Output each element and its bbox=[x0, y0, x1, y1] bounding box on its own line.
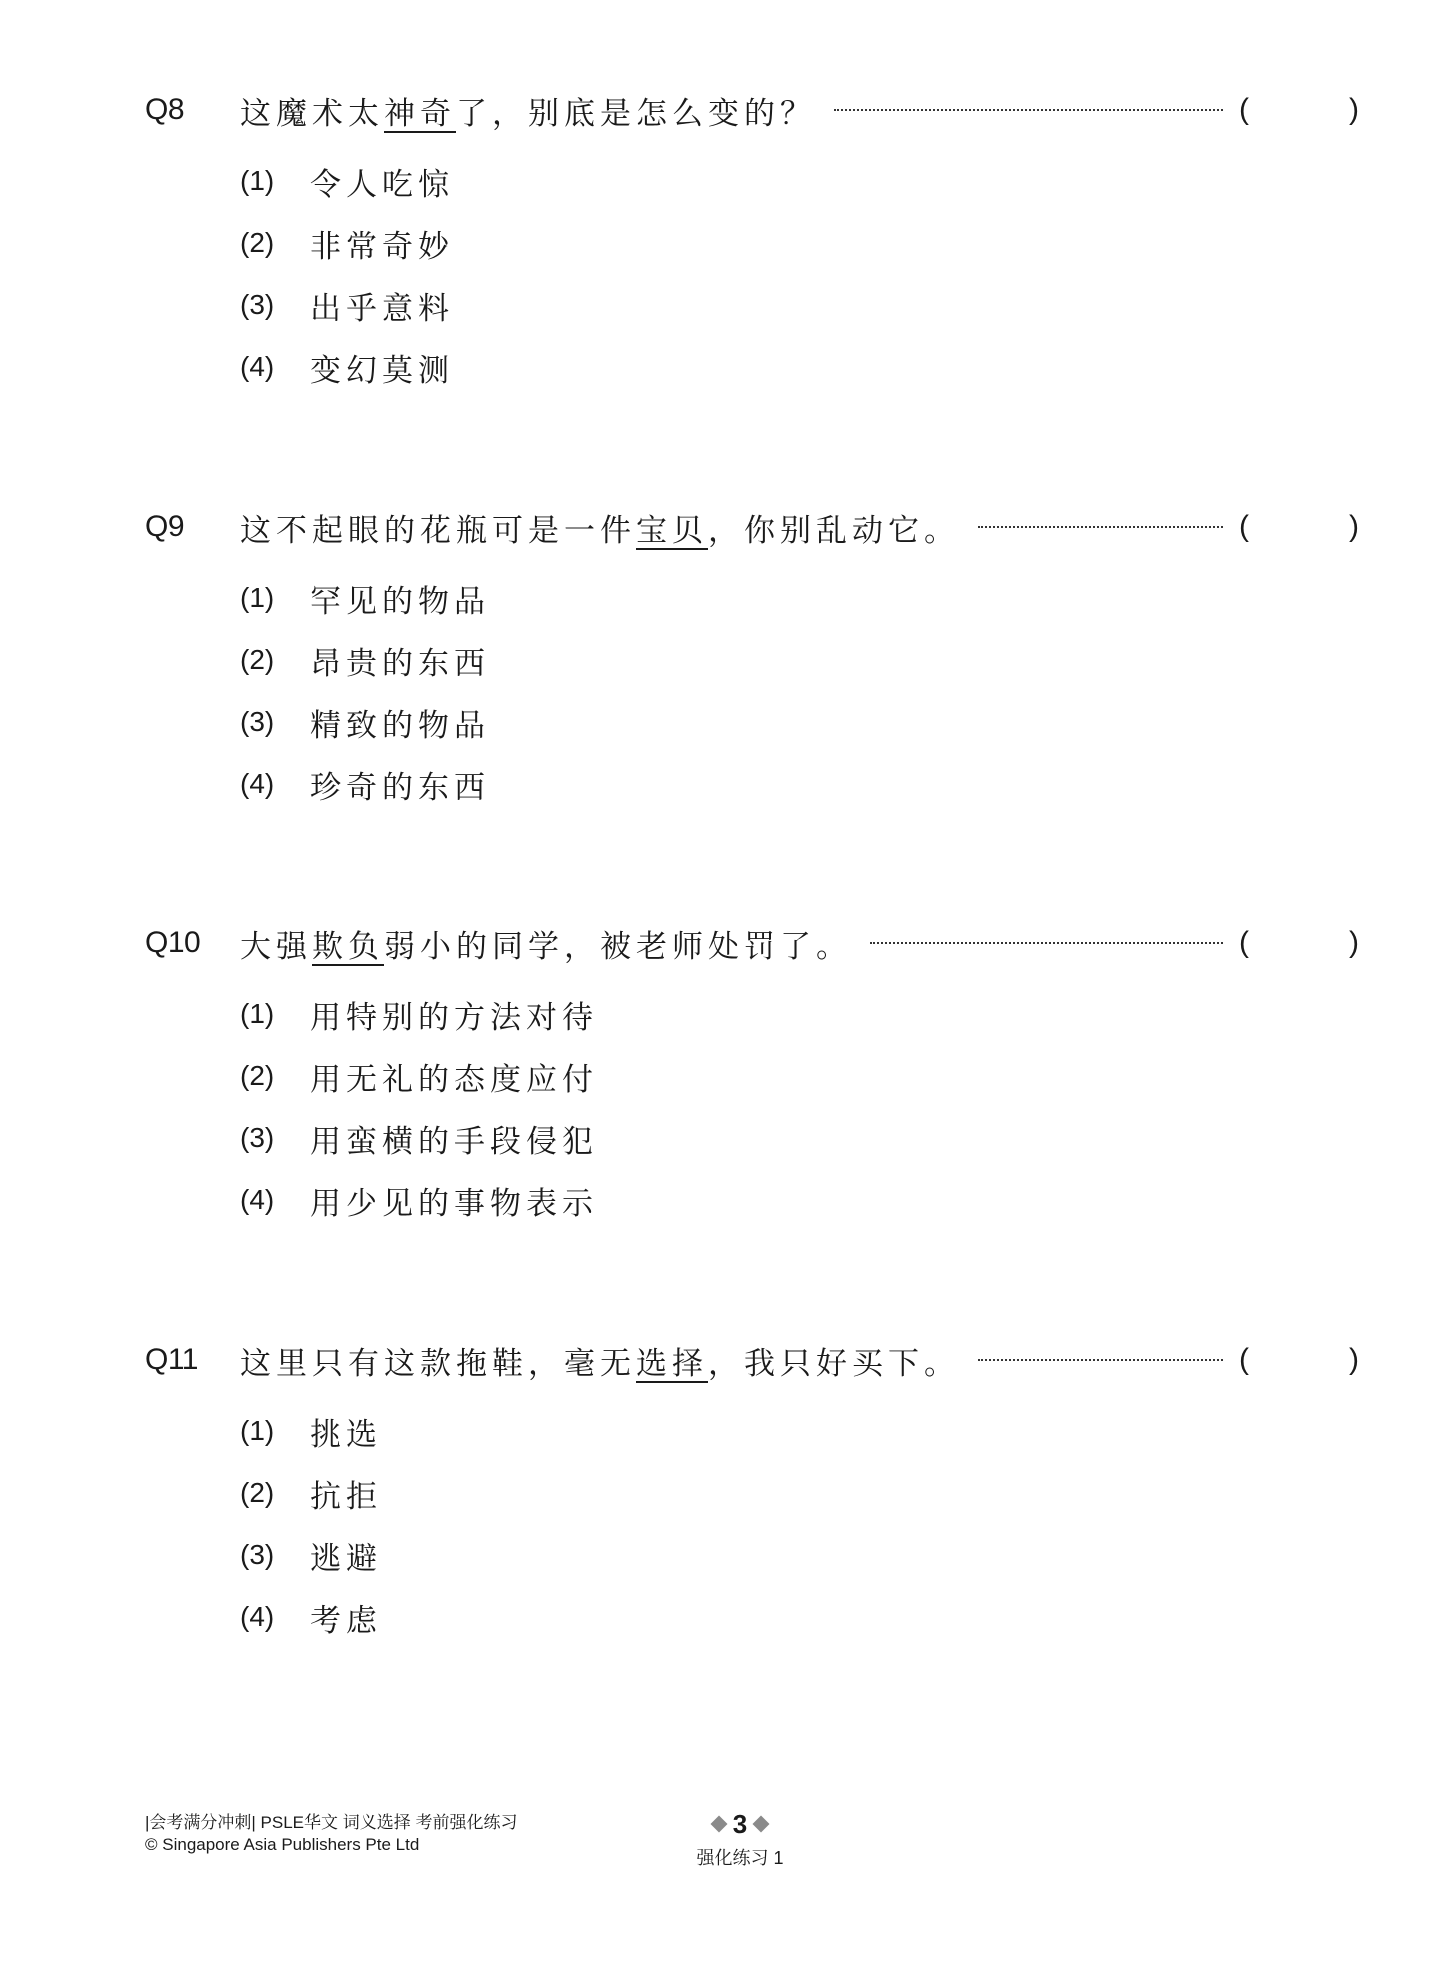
option-number: (1) bbox=[240, 582, 275, 613]
question-stem bbox=[240, 921, 852, 966]
option-number: (4) bbox=[240, 351, 275, 382]
option-number: (1) bbox=[240, 165, 275, 196]
underlined-word: 神奇 bbox=[384, 95, 456, 132]
diamond-left-icon bbox=[710, 1816, 727, 1833]
option-text: 用少见的事物表示 bbox=[310, 1185, 598, 1222]
option-item bbox=[240, 150, 1345, 212]
question-stem bbox=[240, 505, 960, 550]
question-number: Q11 bbox=[145, 1343, 198, 1376]
option-text: 罕见的物品 bbox=[310, 583, 490, 620]
option-item bbox=[240, 1169, 1345, 1231]
options-list bbox=[240, 150, 1345, 398]
dotted-leader bbox=[978, 526, 1223, 528]
diamond-right-icon bbox=[753, 1816, 770, 1833]
option-item bbox=[240, 1462, 1345, 1524]
option-number: (1) bbox=[240, 998, 275, 1029]
option-item bbox=[240, 212, 1345, 274]
option-text: 昂贵的东西 bbox=[310, 645, 490, 682]
underlined-word: 欺负 bbox=[312, 928, 384, 965]
dotted-leader bbox=[978, 1359, 1223, 1361]
options-list bbox=[240, 1400, 1345, 1648]
page-number-row bbox=[660, 1808, 820, 1840]
answer-bracket[interactable] bbox=[1239, 1343, 1359, 1377]
options-list bbox=[240, 983, 1345, 1231]
answer-bracket[interactable] bbox=[1239, 926, 1359, 960]
option-item bbox=[240, 1400, 1345, 1462]
question-q11 bbox=[145, 1332, 1359, 1648]
stem-text-before: 这魔术太 bbox=[240, 95, 384, 132]
question-number: Q9 bbox=[145, 510, 185, 543]
option-number: (3) bbox=[240, 1539, 275, 1570]
footer-copyright: © Singapore Asia Publishers Pte Ltd bbox=[145, 1835, 420, 1854]
footer-page-info bbox=[660, 1808, 820, 1870]
bracket-open: ( bbox=[1239, 926, 1249, 959]
option-text: 珍奇的东西 bbox=[310, 769, 490, 806]
option-item bbox=[240, 983, 1345, 1045]
question-stem-row bbox=[145, 82, 1359, 138]
footer-publisher bbox=[145, 1812, 517, 1856]
underlined-word: 宝贝 bbox=[636, 512, 708, 549]
option-text: 抗拒 bbox=[310, 1478, 382, 1515]
option-number: (3) bbox=[240, 289, 275, 320]
dotted-leader bbox=[870, 942, 1223, 944]
stem-text-after: 了，别底是怎么变的？ bbox=[456, 95, 816, 132]
option-number: (2) bbox=[240, 644, 275, 675]
bracket-close: ) bbox=[1349, 1343, 1359, 1376]
option-text: 令人吃惊 bbox=[310, 166, 454, 203]
option-text: 用特别的方法对待 bbox=[310, 999, 598, 1036]
option-number: (1) bbox=[240, 1415, 275, 1446]
answer-bracket[interactable] bbox=[1239, 93, 1359, 127]
question-q9 bbox=[145, 499, 1359, 815]
stem-text-before: 这不起眼的花瓶可是一件 bbox=[240, 512, 636, 549]
option-item bbox=[240, 1045, 1345, 1107]
option-text: 挑选 bbox=[310, 1416, 382, 1453]
underlined-word: 选择 bbox=[636, 1345, 708, 1382]
question-stem-row bbox=[145, 915, 1359, 971]
option-number: (2) bbox=[240, 1477, 275, 1508]
bracket-close: ) bbox=[1349, 93, 1359, 126]
page-number: 3 bbox=[732, 1808, 748, 1839]
bracket-close: ) bbox=[1349, 926, 1359, 959]
option-item bbox=[240, 274, 1345, 336]
option-number: (4) bbox=[240, 1601, 275, 1632]
options-list bbox=[240, 567, 1345, 815]
dotted-leader bbox=[834, 109, 1223, 111]
option-item bbox=[240, 336, 1345, 398]
stem-text-before: 这里只有这款拖鞋，毫无 bbox=[240, 1345, 636, 1382]
option-text: 考虑 bbox=[310, 1602, 382, 1639]
answer-bracket[interactable] bbox=[1239, 510, 1359, 544]
question-stem bbox=[240, 1338, 960, 1383]
option-number: (4) bbox=[240, 768, 275, 799]
option-text: 变幻莫测 bbox=[310, 352, 454, 389]
option-number: (2) bbox=[240, 1060, 275, 1091]
section-label: 强化练习 1 bbox=[696, 1848, 784, 1868]
option-text: 逃避 bbox=[310, 1540, 382, 1577]
question-stem bbox=[240, 88, 816, 133]
stem-text-after: ，你别乱动它。 bbox=[708, 512, 960, 549]
option-item bbox=[240, 1524, 1345, 1586]
option-item bbox=[240, 567, 1345, 629]
stem-text-after: ，我只好买下。 bbox=[708, 1345, 960, 1382]
bracket-open: ( bbox=[1239, 93, 1249, 126]
option-text: 精致的物品 bbox=[310, 707, 490, 744]
question-q8 bbox=[145, 82, 1359, 398]
option-text: 用蛮横的手段侵犯 bbox=[310, 1123, 598, 1160]
option-text: 出乎意料 bbox=[310, 290, 454, 327]
option-number: (3) bbox=[240, 706, 275, 737]
bracket-open: ( bbox=[1239, 1343, 1249, 1376]
question-stem-row bbox=[145, 499, 1359, 555]
bracket-open: ( bbox=[1239, 510, 1249, 543]
option-number: (2) bbox=[240, 227, 275, 258]
option-item bbox=[240, 1107, 1345, 1169]
question-number: Q10 bbox=[145, 926, 201, 959]
option-number: (3) bbox=[240, 1122, 275, 1153]
question-number: Q8 bbox=[145, 93, 185, 126]
option-item bbox=[240, 1586, 1345, 1648]
footer-book-title: |会考满分冲刺| PSLE华文 词义选择 考前强化练习 bbox=[145, 1813, 518, 1832]
option-text: 非常奇妙 bbox=[310, 228, 454, 265]
stem-text-after: 弱小的同学，被老师处罚了。 bbox=[384, 928, 852, 965]
question-q10 bbox=[145, 915, 1359, 1231]
question-stem-row bbox=[145, 1332, 1359, 1388]
stem-text-before: 大强 bbox=[240, 928, 312, 965]
bracket-close: ) bbox=[1349, 510, 1359, 543]
option-item bbox=[240, 691, 1345, 753]
option-text: 用无礼的态度应付 bbox=[310, 1061, 598, 1098]
option-item bbox=[240, 753, 1345, 815]
option-item bbox=[240, 629, 1345, 691]
option-number: (4) bbox=[240, 1184, 275, 1215]
